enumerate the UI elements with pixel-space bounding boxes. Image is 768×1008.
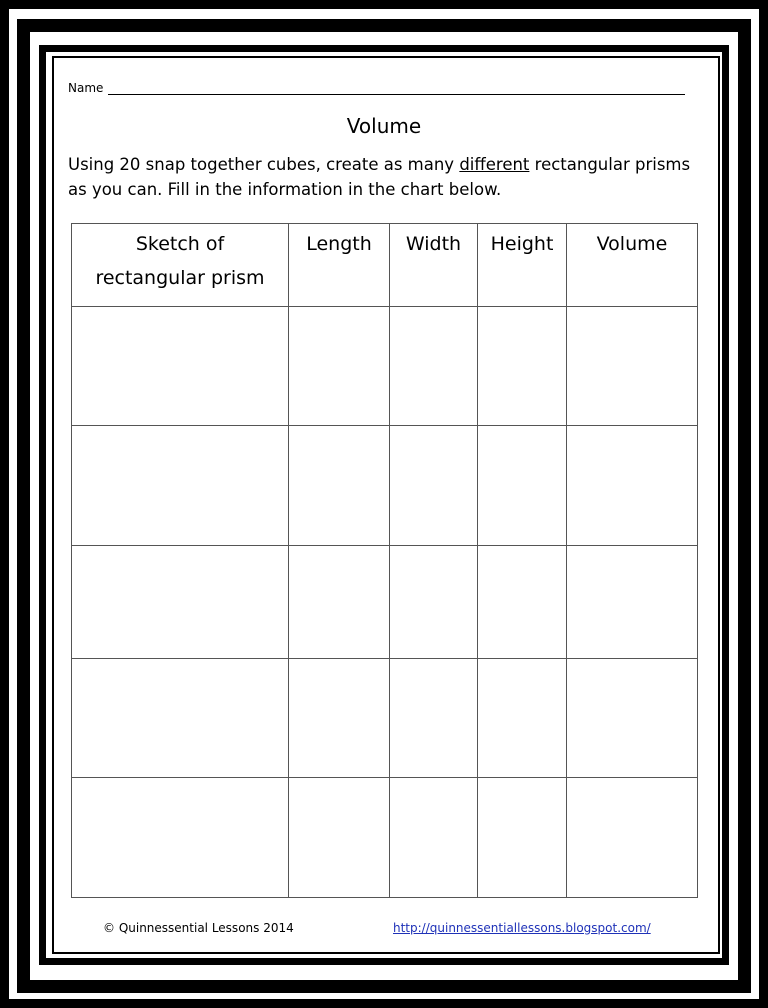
table-row — [72, 546, 698, 659]
instructions — [68, 152, 708, 202]
cell-sketch[interactable] — [72, 546, 289, 659]
cell-volume[interactable] — [567, 307, 698, 426]
header-sketch: Sketch of rectangular prism — [72, 224, 289, 307]
cell-height[interactable] — [478, 426, 567, 546]
page-title: Volume — [346, 114, 422, 138]
table-row — [72, 307, 698, 426]
cell-width[interactable] — [390, 546, 478, 659]
cell-volume[interactable] — [567, 659, 698, 778]
cell-width[interactable] — [390, 778, 478, 898]
cell-width[interactable] — [390, 426, 478, 546]
name-label: Name — [68, 81, 104, 95]
cell-volume[interactable] — [567, 426, 698, 546]
cell-volume[interactable] — [567, 546, 698, 659]
header-volume: Volume — [567, 224, 698, 307]
volume-chart — [71, 223, 698, 898]
instructions-emphasis: different — [459, 155, 530, 174]
cell-length[interactable] — [289, 426, 390, 546]
cell-length[interactable] — [289, 546, 390, 659]
cell-sketch[interactable] — [72, 307, 289, 426]
table-row — [72, 659, 698, 778]
cell-volume[interactable] — [567, 778, 698, 898]
cell-width[interactable] — [390, 307, 478, 426]
cell-width[interactable] — [390, 659, 478, 778]
header-width: Width — [390, 224, 478, 307]
cell-length[interactable] — [289, 778, 390, 898]
cell-length[interactable] — [289, 659, 390, 778]
name-write-line[interactable] — [108, 94, 685, 95]
cell-height[interactable] — [478, 659, 567, 778]
cell-height[interactable] — [478, 778, 567, 898]
header-height: Height — [478, 224, 567, 307]
header-length: Length — [289, 224, 390, 307]
table-row — [72, 778, 698, 898]
cell-height[interactable] — [478, 307, 567, 426]
copyright-text: © Quinnessential Lessons 2014 — [103, 921, 294, 935]
instructions-before: Using 20 snap together cubes, create as many — [68, 155, 460, 174]
cell-length[interactable] — [289, 307, 390, 426]
cell-height[interactable] — [478, 546, 567, 659]
instructions-after: rectangular prisms as you can. Fill in the information in the chart below. — [68, 155, 691, 199]
header-row — [72, 224, 698, 307]
cell-sketch[interactable] — [72, 659, 289, 778]
cell-sketch[interactable] — [72, 426, 289, 546]
cell-sketch[interactable] — [72, 778, 289, 898]
table-row — [72, 426, 698, 546]
blog-link[interactable]: http://quinnessentiallessons.blogspot.com/ — [393, 921, 651, 935]
